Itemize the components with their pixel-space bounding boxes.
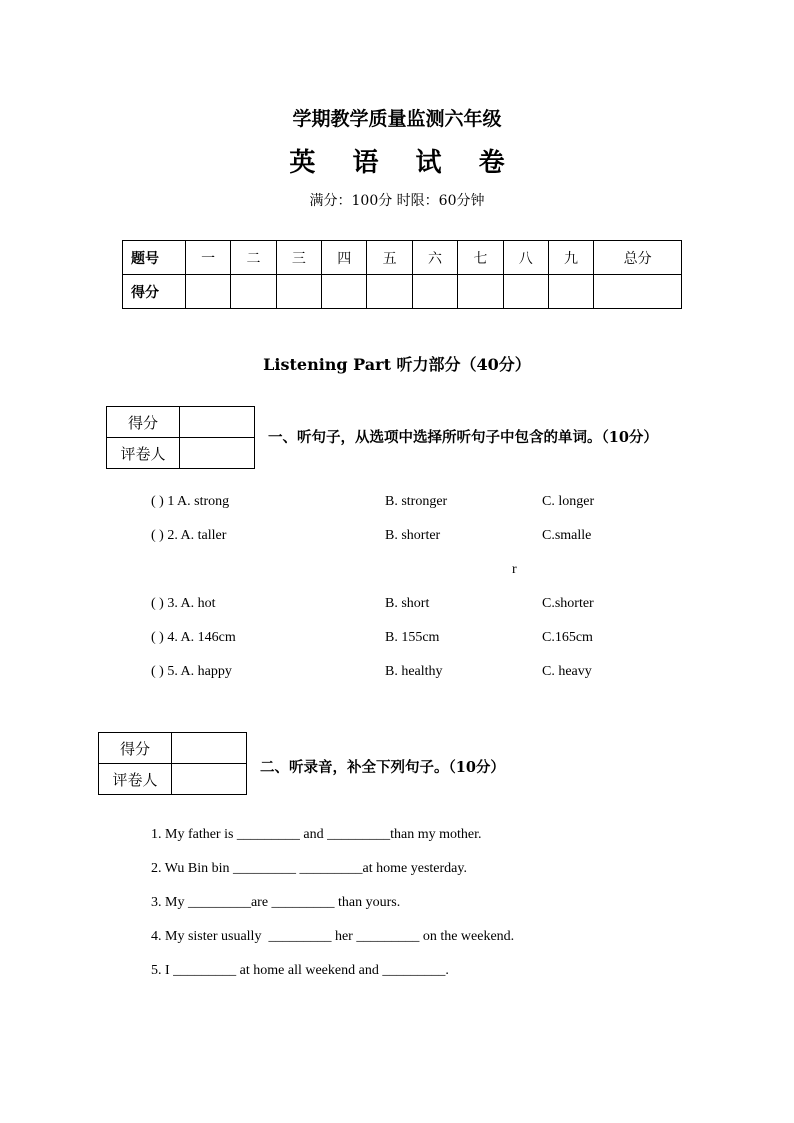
grader-score-cell[interactable] (172, 733, 247, 764)
score-table-cell: 总分 (594, 241, 682, 275)
grader-box (106, 406, 255, 469)
question-option-b: B. stronger (385, 494, 448, 509)
fill-in-sentence: 2. Wu Bin bin _________ _________at home yesterday. (151, 861, 467, 876)
question-option-a: ( ) 2. A. taller (151, 528, 227, 543)
question-option-a: ( ) 4. A. 146cm (151, 630, 236, 645)
score-entry-cell[interactable] (367, 275, 412, 309)
exam-subtitle: 学期教学质量监测六年级 (292, 108, 502, 130)
question-option-c: C. longer (542, 494, 595, 509)
score-table-cell: 二 (231, 241, 276, 275)
grader-score-cell[interactable] (180, 407, 255, 438)
grader-name-label: 评卷人 (99, 764, 172, 795)
question-option-a: ( ) 1 A. strong (151, 494, 230, 509)
score-entry-cell[interactable] (594, 275, 682, 309)
question-option-b: B. short (385, 596, 430, 611)
grader-box (98, 732, 247, 795)
score-table-cell: 一 (186, 241, 231, 275)
section1-title: 一、听句子，从选项中选择所听句子中包含的单词。（10分） (268, 429, 658, 446)
question-option-b: B. 155cm (385, 630, 440, 645)
score-entry-cell[interactable] (231, 275, 276, 309)
question-option-c: C.165cm (542, 630, 593, 645)
score-table-cell: 四 (322, 241, 367, 275)
grader-name-cell[interactable] (180, 438, 255, 469)
score-table-cell: 五 (367, 241, 412, 275)
score-entry-cell[interactable] (503, 275, 548, 309)
question-option-c: C.smalle (542, 528, 592, 543)
fill-in-sentence: 3. My _________are _________ than yours. (151, 895, 401, 910)
fill-in-sentence: 1. My father is _________ and _________than my mother. (151, 827, 482, 842)
exam-info: 满分：100分 时限：60分钟 (309, 193, 485, 209)
score-entry-cell[interactable] (186, 275, 231, 309)
score-table-cell: 七 (458, 241, 503, 275)
score-table-cell: 六 (412, 241, 457, 275)
grader-name-cell[interactable] (172, 764, 247, 795)
score-entry-cell[interactable] (276, 275, 321, 309)
score-table-cell: 题号 (123, 241, 186, 275)
score-entry-cell[interactable] (458, 275, 503, 309)
question-option-c: C. heavy (542, 664, 592, 679)
exam-title: 英 语 试 卷 (289, 148, 519, 178)
question-option-a: ( ) 3. A. hot (151, 596, 216, 611)
grader-score-label: 得分 (99, 733, 172, 764)
fill-in-sentence: 4. My sister usually _________ her _________ on the weekend. (151, 929, 515, 944)
question-option-c: C.shorter (542, 596, 594, 611)
score-entry-cell[interactable] (322, 275, 367, 309)
section2-title: 二、听录音，补全下列句子。（10分） (260, 759, 505, 776)
score-table (122, 240, 682, 309)
fill-in-sentence: 5. I _________ at home all weekend and _________. (151, 963, 449, 978)
score-table-header-row (123, 241, 682, 275)
question-option-a: ( ) 5. A. happy (151, 664, 232, 679)
score-entry-cell[interactable] (412, 275, 457, 309)
score-table-score-row (123, 275, 682, 309)
score-table-cell: 八 (503, 241, 548, 275)
grader-score-label: 得分 (107, 407, 180, 438)
part-title: Listening Part 听力部分（40分） (263, 355, 531, 374)
score-table-cell: 九 (548, 241, 593, 275)
wrapped-character: r (512, 562, 517, 577)
score-table-cell: 三 (276, 241, 321, 275)
question-option-b: B. healthy (385, 664, 443, 679)
score-entry-cell[interactable] (548, 275, 593, 309)
grader-name-label: 评卷人 (107, 438, 180, 469)
question-option-b: B. shorter (385, 528, 441, 543)
score-table-cell: 得分 (123, 275, 186, 309)
